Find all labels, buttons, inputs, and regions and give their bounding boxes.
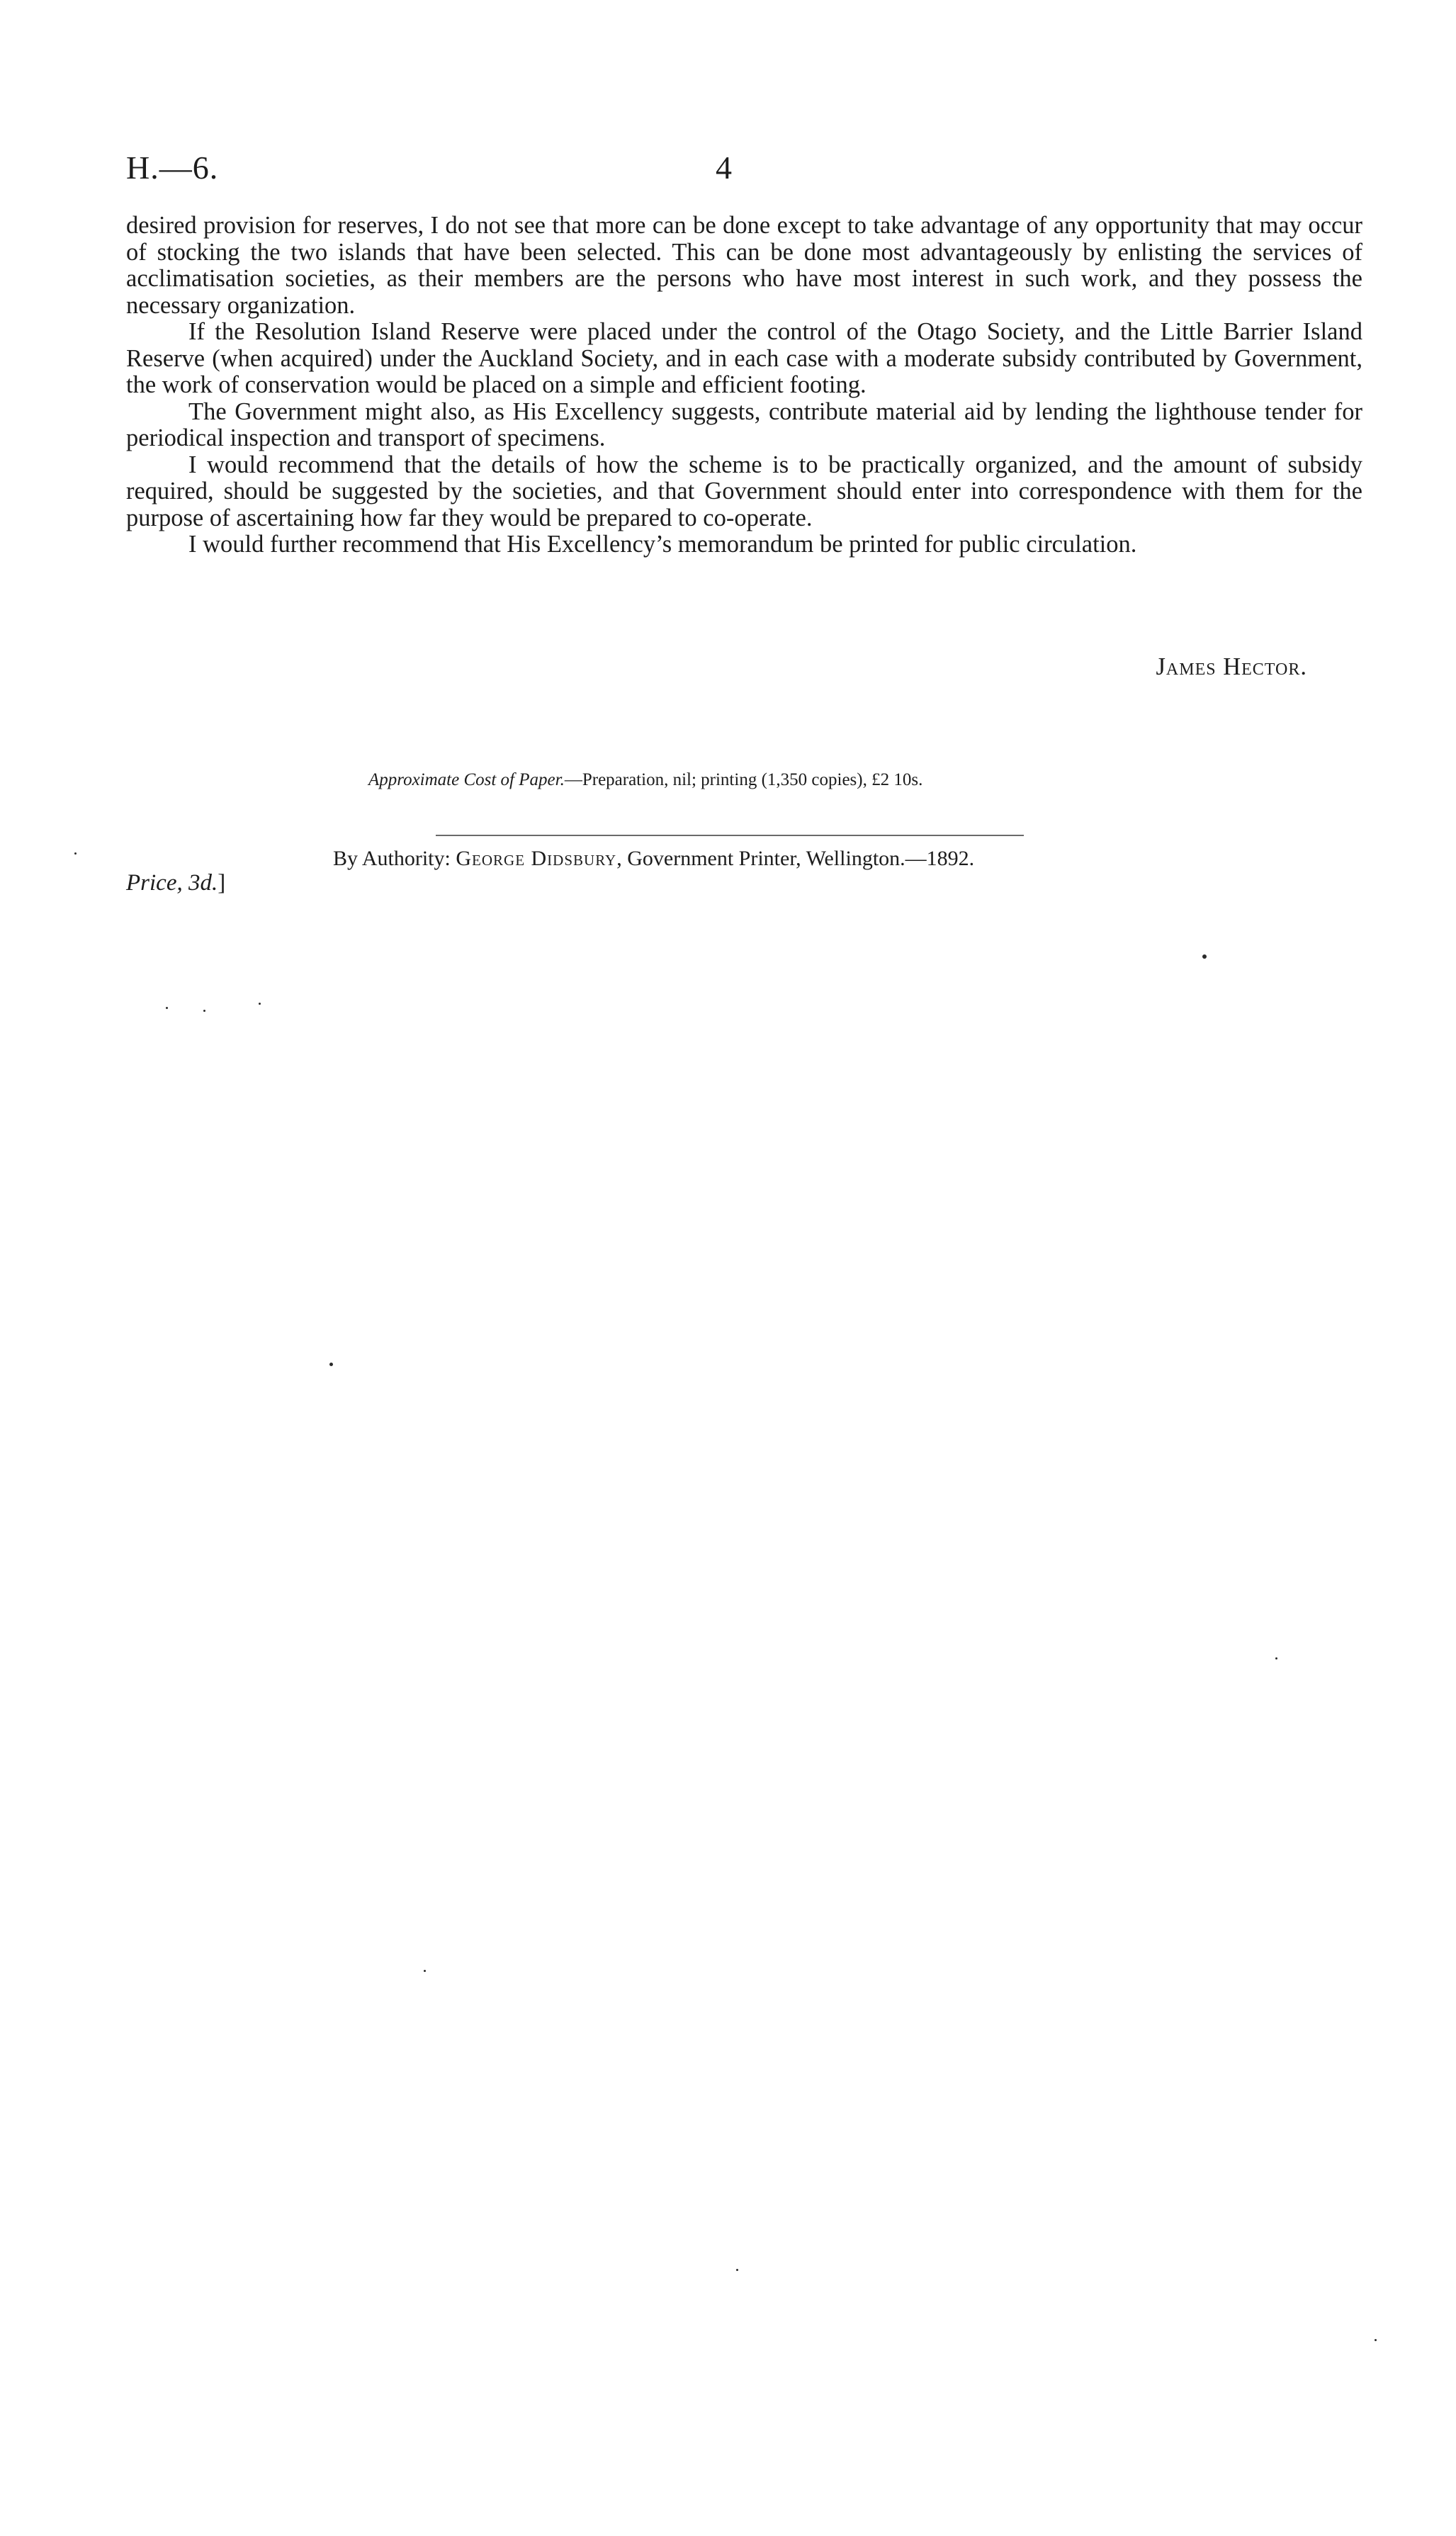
cost-detail: —Preparation, nil; printing (1,350 copies), £2 10s. <box>564 770 923 789</box>
price-line <box>126 870 225 896</box>
paragraph-recommendation-printing: I would further recommend that His Excellency’s memorandum be printed for public circulation. <box>188 531 1137 558</box>
scan-speck <box>74 852 77 855</box>
scan-speck <box>1202 954 1207 959</box>
paragraph-continuation: desired provision for reserves, I do not see that more can be done except to take advantage of any opportunity that may occur of stocking the two islands that have been selected. This can be done most advantageously by enlisting the services of acclimatisation societies, as their members are the persons who have most interest in such work, and they possess the necessary organization. <box>126 212 1362 319</box>
scan-speck <box>424 1970 426 1972</box>
scan-speck <box>203 1010 205 1012</box>
parliamentary-paper-reference: H.—6. <box>126 150 219 186</box>
price-label: Price, 3d. <box>126 870 218 896</box>
scan-speck <box>259 1003 261 1005</box>
scan-speck <box>736 2269 738 2271</box>
printer-name: George Didsbury <box>456 847 617 870</box>
scan-speck <box>166 1007 168 1009</box>
paragraph-recommendation-details: I would recommend that the details of how the scheme is to be practically organized, and the amount of subsidy required, should be suggested by the societies, and that Government should enter into correspondence with them for the purpose of ascertaining how far they would be prepared to co-operate. <box>126 451 1362 531</box>
footer-rule <box>436 835 1024 836</box>
printer-imprint <box>333 847 974 871</box>
cost-of-paper-line <box>368 770 922 790</box>
letter-body <box>126 213 1362 558</box>
paragraph-reserves-control: If the Resolution Island Reserve were placed under the control of the Otago Society, and the Little Barrier Island Reserve (when acquired) under the Auckland Society, and in each case with a moderate subsidy contributed by Government, the work of conservation would be placed on a simple and efficient footing. <box>126 318 1362 398</box>
cost-label: Approximate Cost of Paper. <box>368 770 565 789</box>
scan-speck <box>1275 1657 1277 1659</box>
scan-speck <box>329 1363 333 1366</box>
authority-prefix: By Authority: <box>333 847 456 870</box>
paragraph-lighthouse-tender: The Government might also, as His Excellency suggests, contribute material aid by lending the lighthouse tender for periodical inspection and transport of specimens. <box>126 398 1362 451</box>
scan-speck <box>1375 2339 1377 2341</box>
price-bracket: ] <box>218 870 226 896</box>
page-number: 4 <box>716 150 732 186</box>
authority-suffix: , Government Printer, Wellington.—1892. <box>616 847 975 870</box>
signature: James Hector. <box>1156 653 1307 680</box>
